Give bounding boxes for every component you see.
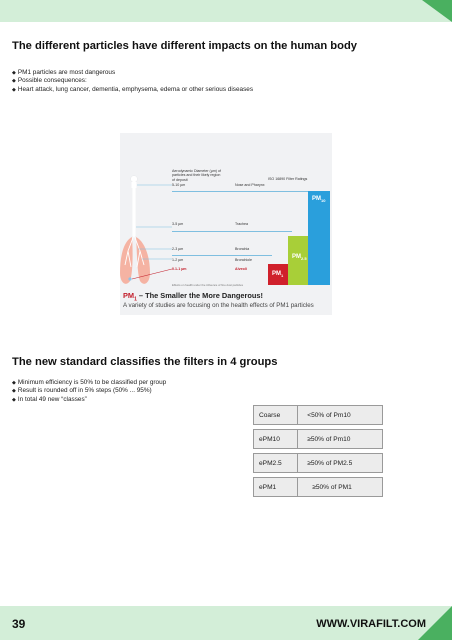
deposit-site: Bronchia [235, 247, 250, 251]
deposit-site: Trachea [235, 222, 249, 226]
group-cell: ePM10 [254, 430, 298, 449]
deposit-row [172, 222, 249, 226]
particle-deposition-figure [120, 133, 332, 315]
bar-pm1 [268, 264, 288, 285]
header-line: particles and their likely region [172, 173, 221, 178]
bar-label [272, 271, 283, 278]
top-decorative-band [0, 0, 452, 22]
bullet-item: ◆ Result is rounded off in 5% steps (50% ... 95%) [12, 387, 166, 395]
group-cell: Coarse [254, 406, 298, 425]
particle-size: 1-2 µm [172, 258, 184, 262]
page-number: 39 [12, 617, 26, 631]
deposit-row [172, 267, 247, 271]
caption-pm-sub: 1 [134, 296, 137, 303]
bar-pm2-5 [288, 236, 308, 285]
table-row [254, 430, 383, 449]
lungs-illustration [120, 133, 332, 315]
group-cell: ePM2.5 [254, 454, 298, 473]
header-line: of deposit [172, 177, 188, 182]
bar-label-text: PM [312, 196, 321, 202]
header-line: Aerodynamic Diameter (µm) of [172, 169, 222, 173]
deposit-row [172, 183, 265, 187]
bar-pm10 [308, 191, 330, 285]
bar-label-text: PM [292, 254, 301, 260]
website-link[interactable]: WWW.VIRAFILT.COM [316, 618, 426, 630]
bar-label [312, 196, 325, 203]
section-title-classification: The new standard classifies the filters in 4 groups [12, 356, 278, 368]
figure-footnote: Effects on health under the influence of fine dust particles [172, 283, 244, 287]
bar-label-sub: 2.5 [301, 256, 307, 262]
caption-main-text: – The Smaller the More Dangerous! [136, 291, 263, 300]
guide-line [172, 255, 272, 256]
figure-header-left [172, 169, 236, 182]
group-cell: ePM1 [254, 478, 298, 497]
particles-bullet-list [12, 69, 253, 94]
particle-size: 3-5 µm [172, 222, 184, 226]
criterion-cell: ≥50% of PM2.5 [298, 454, 383, 473]
deposit-row [172, 247, 250, 251]
bar-label-sub: 1 [281, 273, 284, 279]
table-row [254, 454, 383, 473]
caption-pm: PM [123, 291, 135, 300]
bullet-item: ◆ PM1 particles are most dangerous [12, 69, 253, 77]
bar-label-sub: 10 [321, 198, 326, 204]
top-corner-accent [422, 0, 452, 22]
deposit-row [172, 258, 252, 262]
classification-bullet-list [12, 379, 166, 404]
bar-label [292, 254, 307, 261]
bullet-item: ◆ In total 49 new “classes” [12, 396, 166, 404]
criterion-cell: ≥50% of Pm10 [298, 430, 383, 449]
figure-caption-subtitle: A variety of studies are focusing on the health effects of PM1 particles [123, 302, 314, 309]
filter-groups-table [253, 405, 383, 497]
guide-line [172, 231, 292, 232]
bullet-item: ◆ Heart attack, lung cancer, dementia, emphysema, edema or other serious diseases [12, 86, 253, 94]
bar-label-text: PM [272, 271, 281, 277]
figure-header-right: ISO 16890 Filter Ratings [268, 177, 308, 181]
bullet-item: ◆ Minimum efficiency is 50% to be classified per group [12, 379, 166, 387]
table-row [254, 478, 383, 497]
figure-caption-title [123, 291, 263, 302]
table-row [254, 406, 383, 425]
particle-size: 0.1-1 µm [172, 267, 187, 271]
deposit-site: Alveoli [235, 267, 247, 271]
deposit-site: Nose and Pharynx [235, 183, 265, 187]
particle-size: 5-10 µm [172, 183, 186, 187]
bullet-item: ◆ Possible consequences: [12, 77, 253, 85]
criterion-cell: <50% of Pm10 [298, 406, 383, 425]
deposit-site: Bronchiole [235, 258, 252, 262]
criterion-cell: ≥50% of PM1 [298, 478, 383, 497]
guide-line [172, 191, 316, 192]
section-title-particles: The different particles have different impacts on the human body [12, 40, 358, 52]
particle-size: 2-3 µm [172, 247, 184, 251]
